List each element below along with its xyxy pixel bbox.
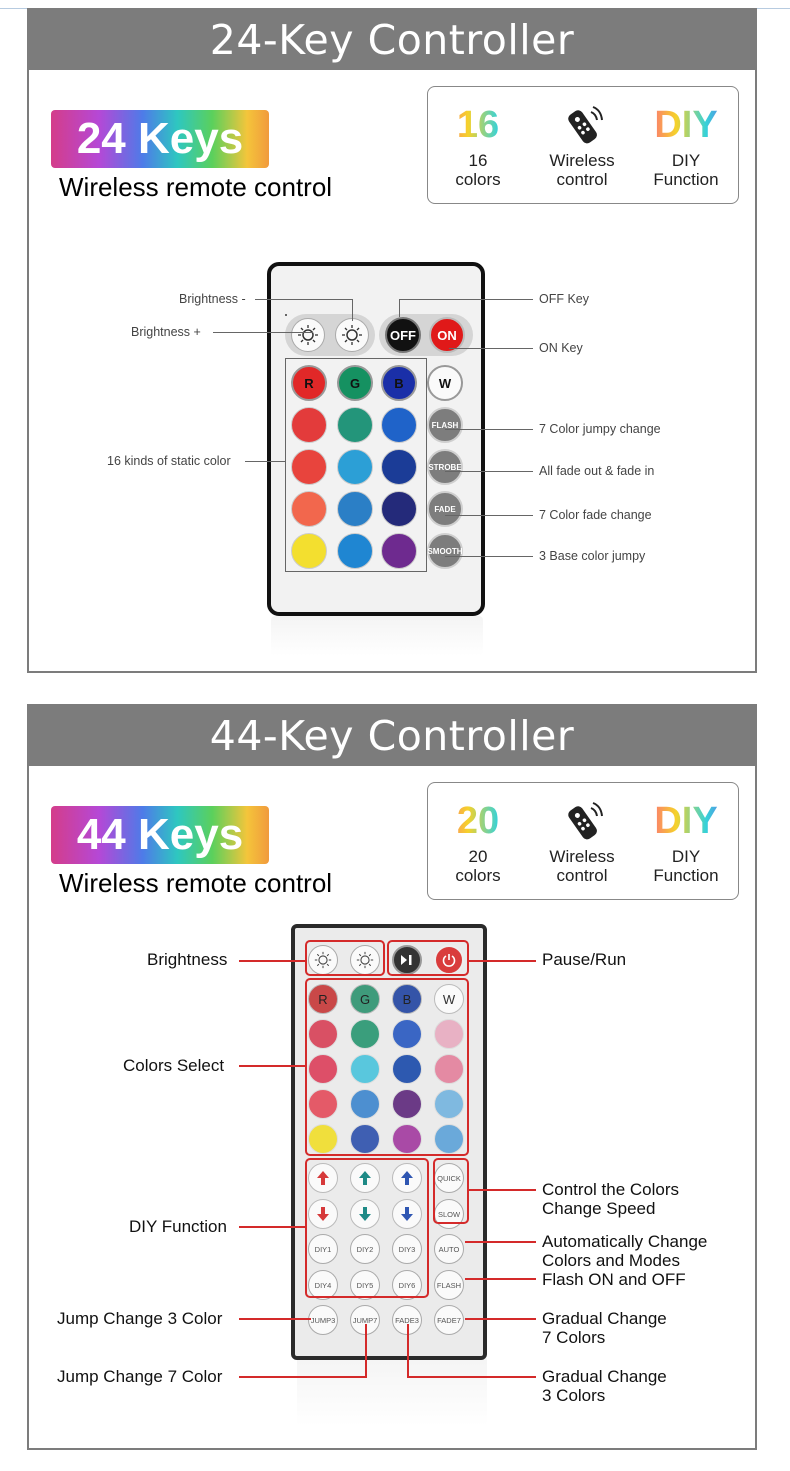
leader-brightness bbox=[239, 960, 305, 962]
brightness-down-button[interactable] bbox=[291, 318, 325, 352]
fade7-button[interactable]: FADE7 bbox=[434, 1305, 464, 1335]
feature-box bbox=[427, 782, 739, 900]
leader-speed bbox=[469, 1189, 536, 1191]
diy4-button[interactable]: DIY4 bbox=[308, 1270, 338, 1300]
panel-24-key bbox=[27, 8, 757, 673]
remote-reflection bbox=[271, 616, 483, 656]
label-fade3: Gradual Change 3 Colors bbox=[542, 1367, 667, 1405]
label-fade-change: 7 Color fade change bbox=[539, 508, 652, 522]
blue-button[interactable]: B bbox=[381, 365, 417, 401]
feature-diy: DIY DIY Function bbox=[636, 101, 736, 189]
leader-brightness-minus-v bbox=[352, 299, 353, 321]
leader-auto bbox=[465, 1241, 536, 1243]
leader-flash bbox=[465, 1278, 536, 1280]
label-pause-run: Pause/Run bbox=[542, 950, 627, 969]
leader-static-color bbox=[245, 461, 285, 462]
on-button[interactable]: ON bbox=[429, 317, 465, 353]
label-brightness: Brightness bbox=[147, 950, 228, 969]
slow-button[interactable]: SLOW bbox=[434, 1199, 464, 1229]
label-speed: Control the Colors Change Speed bbox=[542, 1180, 680, 1218]
leader-fade-change bbox=[445, 515, 533, 516]
remote-reflection bbox=[297, 1356, 487, 1426]
leader-jump7 bbox=[239, 1376, 367, 1378]
feature-wireless: Wireless control bbox=[532, 797, 632, 885]
colors-count-graphic: 20 bbox=[428, 797, 528, 847]
feature-colors: 16 16 colors bbox=[428, 101, 528, 189]
flash-button[interactable]: FLASH bbox=[427, 407, 463, 443]
label-jumpy: 7 Color jumpy change bbox=[539, 422, 661, 436]
leader-base-jumpy bbox=[445, 556, 533, 557]
label-colors-select: Colors Select bbox=[123, 1056, 225, 1075]
label-jump3: Jump Change 3 Color bbox=[57, 1309, 223, 1328]
label-diy-function: DIY Function bbox=[129, 1217, 227, 1236]
brightness-up-button[interactable] bbox=[335, 318, 369, 352]
smooth-button[interactable]: SMOOTH bbox=[427, 533, 463, 569]
diy5-button[interactable]: DIY5 bbox=[350, 1270, 380, 1300]
leader-on-key bbox=[449, 348, 533, 349]
flash-button[interactable]: FLASH bbox=[434, 1270, 464, 1300]
label-on-key: ON Key bbox=[539, 341, 583, 355]
label-off-key: OFF Key bbox=[539, 292, 590, 306]
label-brightness-plus: Brightness + bbox=[131, 325, 201, 339]
static-color-bracket bbox=[285, 358, 427, 572]
brightness-group-box bbox=[305, 940, 385, 976]
fade-button[interactable]: FADE bbox=[427, 491, 463, 527]
green-button[interactable]: G bbox=[350, 984, 380, 1014]
label-base-jumpy: 3 Base color jumpy bbox=[539, 549, 646, 563]
blue-button[interactable]: B bbox=[392, 984, 422, 1014]
remote-icon bbox=[560, 104, 604, 148]
green-button[interactable]: G bbox=[337, 365, 373, 401]
jump3-button[interactable]: JUMP3 bbox=[308, 1305, 338, 1335]
diy2-button[interactable]: DIY2 bbox=[350, 1234, 380, 1264]
label-static-color: 16 kinds of static color bbox=[107, 454, 231, 468]
label-fade7: Gradual Change 7 Colors bbox=[542, 1309, 667, 1347]
keys-badge: 44 Keys bbox=[51, 806, 269, 864]
sun-icon bbox=[297, 324, 319, 346]
diy-graphic: DIY bbox=[636, 101, 736, 151]
panel-subtitle: Wireless remote control bbox=[59, 172, 333, 202]
leader-fade3 bbox=[407, 1376, 536, 1378]
feature-box bbox=[427, 86, 739, 204]
diy3-button[interactable]: DIY3 bbox=[392, 1234, 422, 1264]
speed-group-box bbox=[433, 1158, 469, 1224]
diy1-button[interactable]: DIY1 bbox=[308, 1234, 338, 1264]
leader-brightness-plus bbox=[213, 332, 313, 333]
red-button[interactable]: R bbox=[291, 365, 327, 401]
leader-off-key-v bbox=[399, 299, 400, 317]
diy6-button[interactable]: DIY6 bbox=[392, 1270, 422, 1300]
leader-jump7-v bbox=[365, 1324, 367, 1378]
jump7-button[interactable]: JUMP7 bbox=[350, 1305, 380, 1335]
leader-off-key bbox=[399, 299, 533, 300]
leader-fade-in-out bbox=[445, 471, 533, 472]
leader-pause-run bbox=[469, 960, 536, 962]
fade3-button[interactable]: FADE3 bbox=[392, 1305, 422, 1335]
remote-icon bbox=[560, 800, 604, 844]
leader-jumpy bbox=[445, 429, 533, 430]
white-button[interactable]: W bbox=[427, 365, 463, 401]
label-flash: Flash ON and OFF bbox=[542, 1270, 686, 1289]
diy-group-box bbox=[305, 1158, 429, 1298]
leader-jump3 bbox=[239, 1318, 311, 1320]
feature-diy: DIY DIY Function bbox=[636, 797, 736, 885]
leader-brightness-minus bbox=[255, 299, 353, 300]
brightness-bracket bbox=[285, 314, 287, 316]
leader-diy-function bbox=[239, 1226, 305, 1228]
label-jump7: Jump Change 7 Color bbox=[57, 1367, 223, 1386]
pause-run-group-box bbox=[387, 940, 469, 976]
panel-subtitle: Wireless remote control bbox=[59, 868, 333, 898]
red-button[interactable]: R bbox=[308, 984, 338, 1014]
off-button[interactable]: OFF bbox=[385, 317, 421, 353]
panel-44-key bbox=[27, 704, 757, 1450]
label-fade-in-out: All fade out & fade in bbox=[539, 464, 655, 478]
leader-fade3-v bbox=[407, 1324, 409, 1378]
panel-title: 44-Key Controller bbox=[29, 706, 755, 766]
leader-colors-select bbox=[239, 1065, 305, 1067]
strobe-button[interactable]: STROBE bbox=[427, 449, 463, 485]
keys-badge: 24 Keys bbox=[51, 110, 269, 168]
colors-count-graphic: 16 bbox=[428, 101, 528, 151]
panel-title: 24-Key Controller bbox=[29, 10, 755, 70]
feature-wireless: Wireless control bbox=[532, 101, 632, 189]
leader-fade7 bbox=[465, 1318, 536, 1320]
white-button[interactable]: W bbox=[434, 984, 464, 1014]
label-brightness-minus: Brightness - bbox=[179, 292, 246, 306]
diy-graphic: DIY bbox=[636, 797, 736, 847]
quick-button[interactable]: QUICK bbox=[434, 1163, 464, 1193]
sun-icon bbox=[341, 324, 363, 346]
feature-colors: 20 20 colors bbox=[428, 797, 528, 885]
label-auto: Automatically Change Colors and Modes bbox=[542, 1232, 708, 1270]
colors-select-group-box bbox=[305, 978, 469, 1156]
auto-button[interactable]: AUTO bbox=[434, 1234, 464, 1264]
